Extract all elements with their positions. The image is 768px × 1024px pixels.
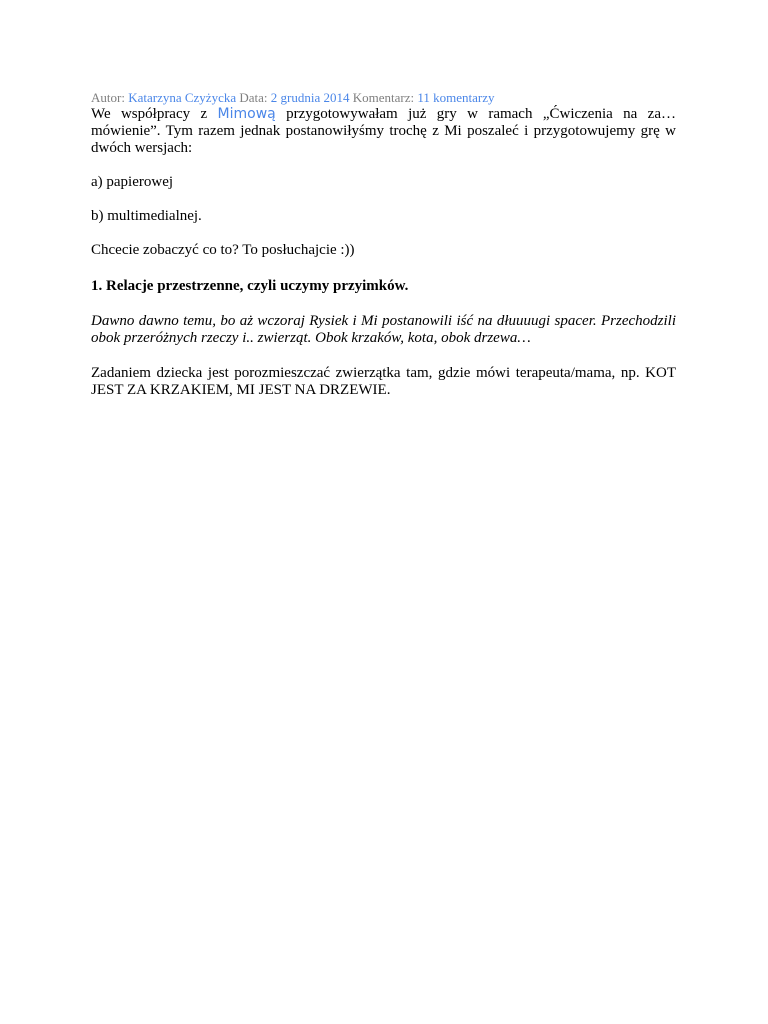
document-page <box>91 89 676 399</box>
author-label: Autor: <box>91 90 125 105</box>
spacer <box>91 259 676 278</box>
comments-label: Komentarz: <box>352 90 415 105</box>
post-meta <box>91 89 676 106</box>
task-paragraph: Zadaniem dziecka jest porozmieszczać zwierzątka tam, gdzie mówi terapeuta/mama, np. KOT JEST ZA KRZAKIEM, MI JEST NA DRZEWIE. <box>91 365 676 398</box>
comments-link[interactable]: 11 komentarzy <box>417 90 495 105</box>
spacer <box>91 295 676 313</box>
intro-text-before: We współpracy z <box>91 106 218 122</box>
section-heading: 1. Relacje przestrzenne, czyli uczymy przyimków. <box>91 278 409 294</box>
date-link[interactable]: 2 grudnia 2014 <box>270 90 350 105</box>
question-paragraph: Chcecie zobaczyć co to? To posłuchajcie :)) <box>91 242 355 258</box>
mimowa-link[interactable]: Mimową <box>217 106 276 122</box>
spacer <box>91 157 676 174</box>
author-link[interactable]: Katarzyna Czyżycka <box>128 90 237 105</box>
date-label: Data: <box>239 90 268 105</box>
option-a: a) papierowej <box>91 174 174 190</box>
intro-text-after: przygotowywałam już gry w ramach „Ćwiczenia na za… mówienie”. Tym razem jednak postanowiłyśmy trochę z Mi poszaleć i przygotowujemy grę w dwóch wersjach: <box>91 106 676 156</box>
spacer <box>91 347 676 365</box>
intro-paragraph <box>91 106 676 157</box>
spacer <box>91 191 676 208</box>
story-paragraph: Dawno dawno temu, bo aż wczoraj Rysiek i Mi postanowili iść na dłuuuugi spacer. Przechodzili obok przeróżnych rzeczy i.. zwierząt. Obok krzaków, kota, obok drzewa… <box>91 313 676 346</box>
option-b: b) multimedialnej. <box>91 208 202 224</box>
spacer <box>91 225 676 242</box>
